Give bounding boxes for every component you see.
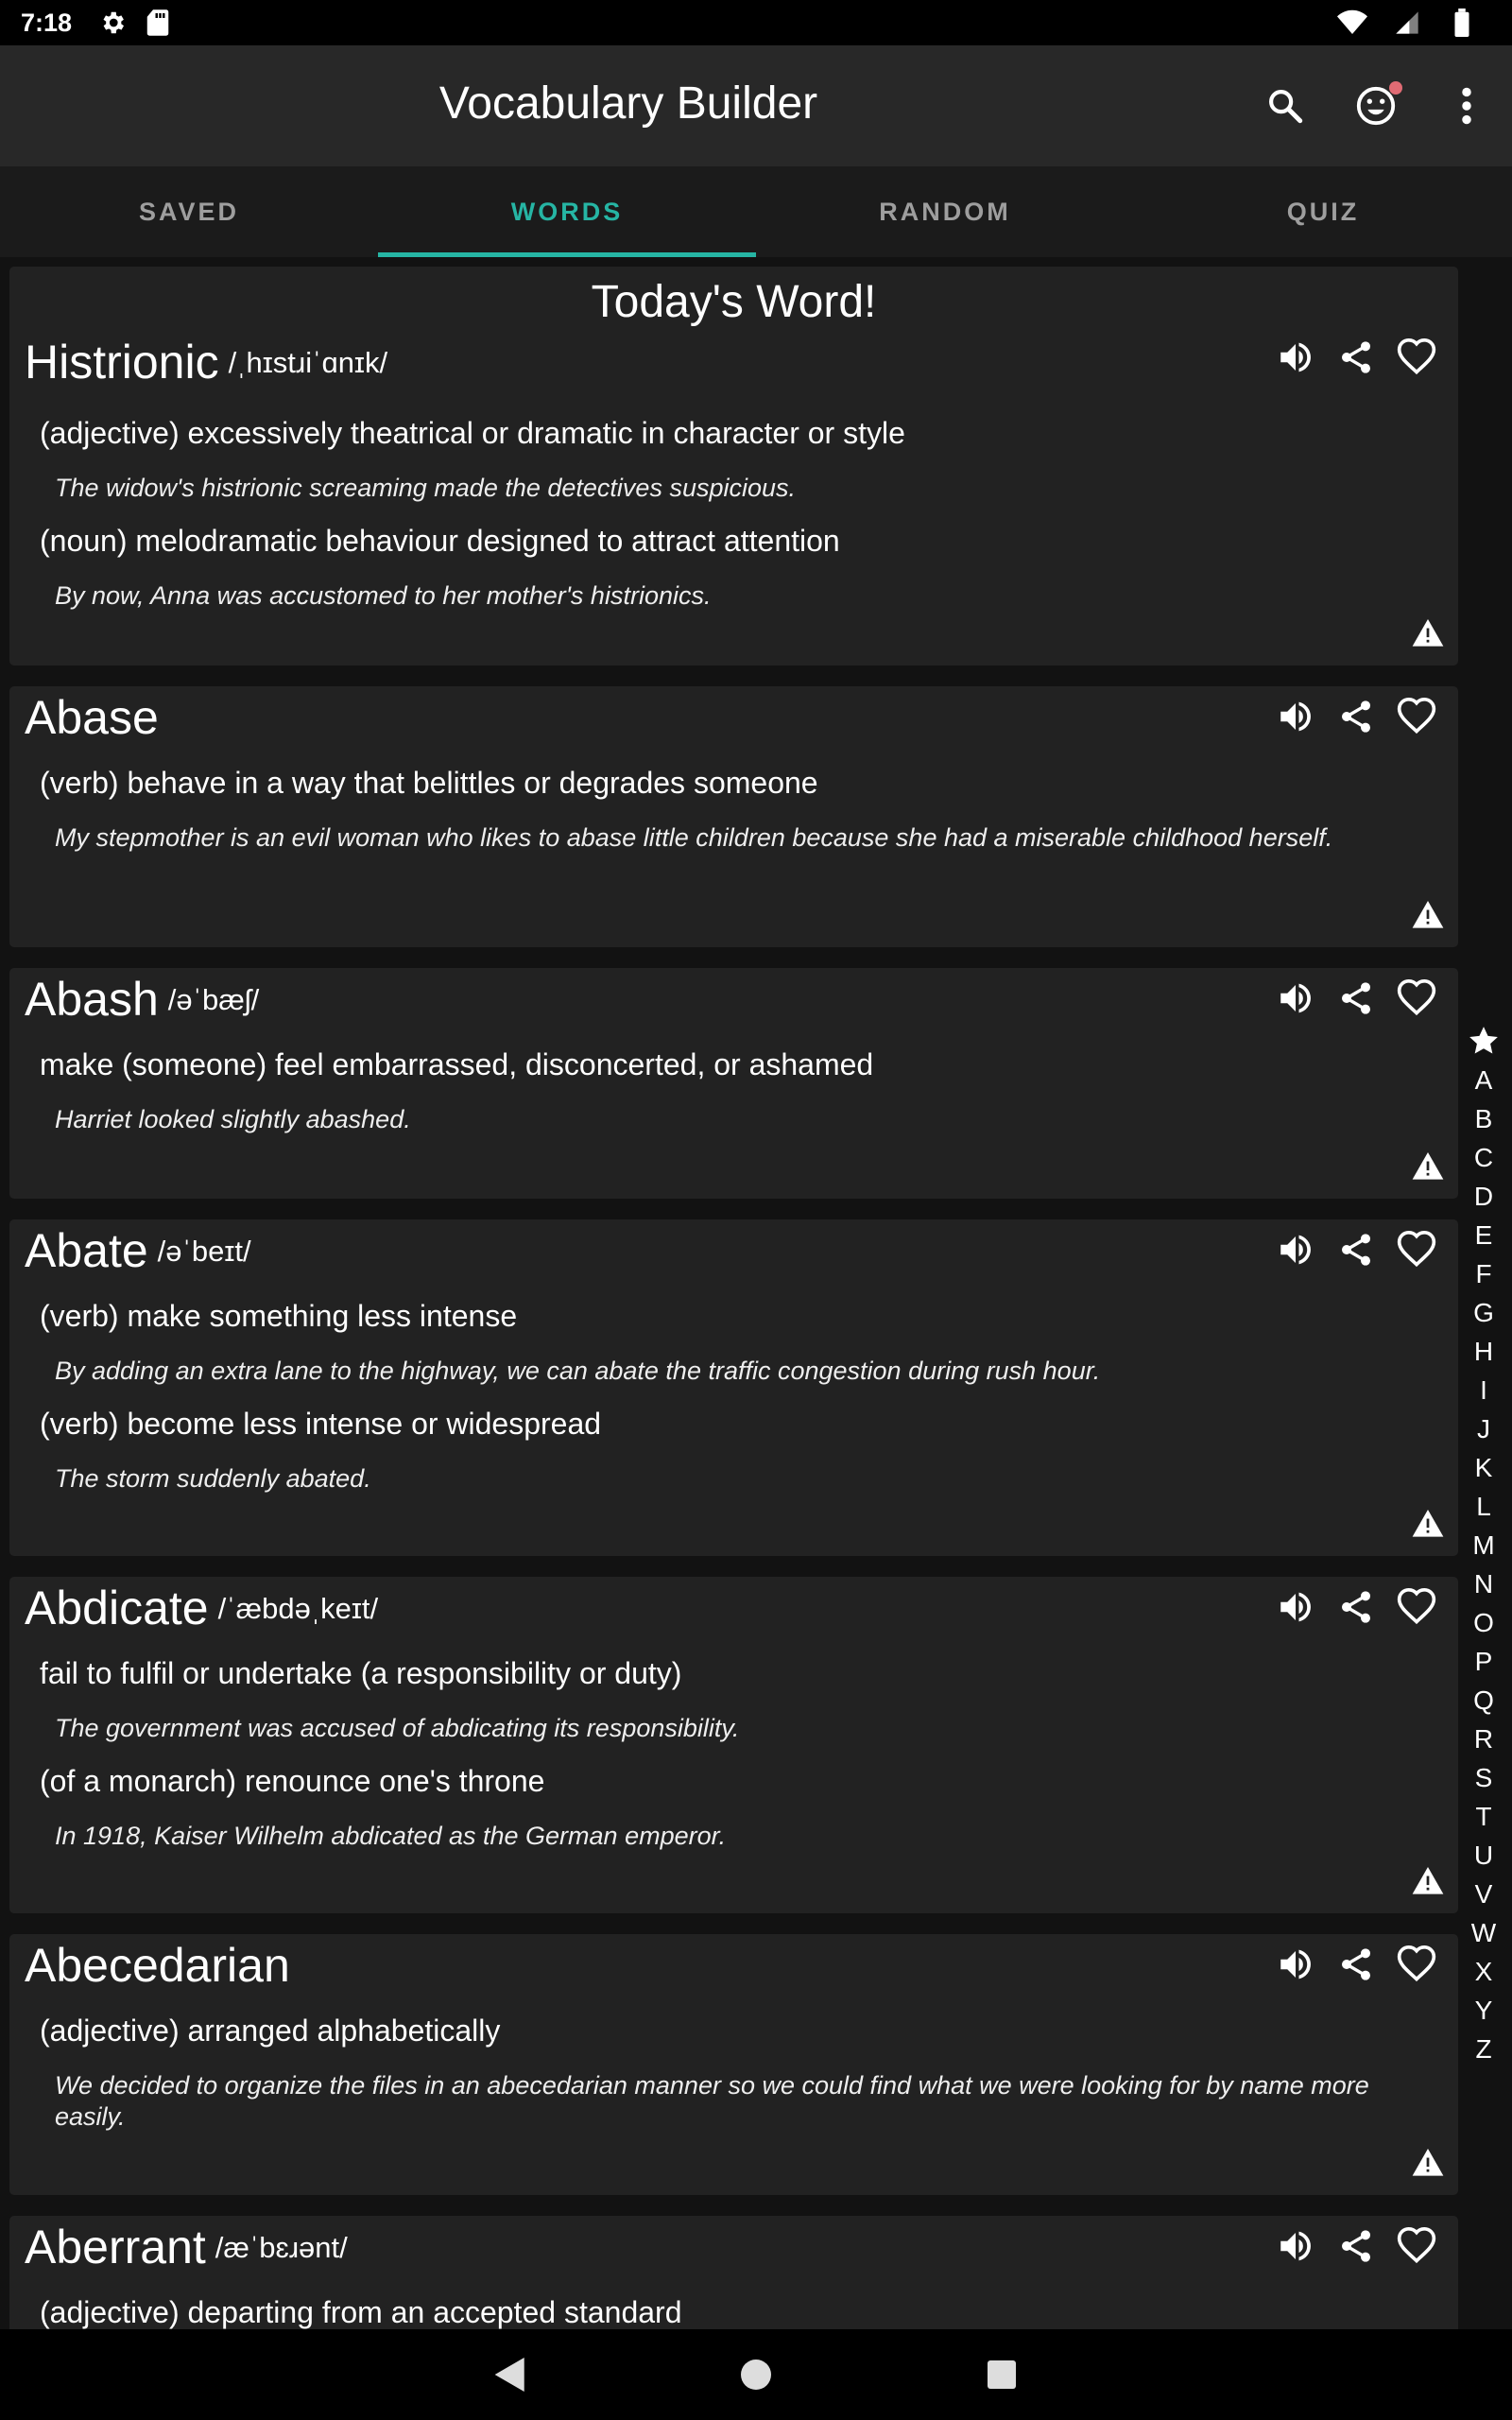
index-letter[interactable]: F — [1475, 1258, 1492, 1288]
word-title — [25, 335, 387, 389]
gear-icon — [96, 7, 129, 39]
index-letter[interactable]: G — [1473, 1297, 1494, 1327]
word-pronunciation: /əˈbæʃ/ — [167, 983, 260, 1016]
index-letter[interactable]: O — [1473, 1607, 1494, 1637]
warning-icon — [1412, 901, 1444, 929]
report-button[interactable] — [1409, 2144, 1447, 2182]
word-card — [9, 1219, 1458, 1556]
signal-icon — [1391, 7, 1423, 39]
example: We decided to organize the files in an abecedarian manner so we could find what we were looking for by name more easily. — [55, 2071, 1369, 2131]
warning-icon — [1412, 1152, 1444, 1181]
word-text: Abase — [25, 691, 159, 744]
index-letter[interactable]: K — [1474, 1452, 1493, 1482]
back-icon — [494, 2358, 526, 2392]
word-pronunciation: /ˈæbdəˌkeɪt/ — [217, 1592, 379, 1625]
recents-icon — [988, 2360, 1016, 2389]
app-title: Vocabulary Builder — [438, 78, 818, 129]
word-title — [25, 690, 168, 745]
heart-outline-icon — [1396, 2225, 1437, 2267]
index-letter[interactable]: Z — [1475, 2033, 1492, 2064]
word-text: Abecedarian — [25, 1939, 290, 1992]
favorite-button[interactable] — [1386, 2216, 1447, 2276]
share-button[interactable] — [1326, 1577, 1386, 1637]
share-button[interactable] — [1326, 2216, 1386, 2276]
heart-outline-icon — [1396, 1586, 1437, 1628]
app-bar — [0, 45, 1512, 166]
definition: (adjective) departing from an accepted standard — [40, 2295, 682, 2329]
index-letter[interactable]: X — [1474, 1956, 1493, 1986]
speaker-icon — [1276, 1945, 1315, 1984]
report-button[interactable] — [1409, 1148, 1447, 1185]
favorite-button[interactable] — [1386, 968, 1447, 1028]
word-text: Abate — [25, 1224, 148, 1277]
index-letter[interactable]: S — [1474, 1762, 1493, 1792]
home-icon — [741, 2360, 771, 2390]
definition: (verb) become less intense or widespread — [40, 1407, 602, 1441]
index-letter[interactable]: C — [1473, 1142, 1494, 1172]
share-button[interactable] — [1326, 1934, 1386, 1995]
word-card-todays — [9, 267, 1458, 666]
recents-button[interactable] — [973, 2346, 1030, 2403]
favorite-button[interactable] — [1386, 1934, 1447, 1995]
example: The widow's histrionic screaming made the detectives suspicious. — [55, 474, 797, 502]
share-icon — [1337, 1945, 1375, 1983]
word-pronunciation: /əˈbeɪt/ — [157, 1235, 251, 1268]
report-button[interactable] — [1409, 1862, 1447, 1900]
battery-icon — [1446, 7, 1478, 39]
speaker-icon — [1276, 1230, 1315, 1270]
index-letter[interactable]: H — [1473, 1336, 1494, 1366]
warning-icon — [1412, 1510, 1444, 1538]
index-letter[interactable]: P — [1474, 1646, 1493, 1676]
example: By now, Anna was accustomed to her mother's histrionics. — [55, 581, 712, 610]
word-title — [25, 1581, 378, 1635]
word-card — [9, 686, 1458, 947]
search-button[interactable] — [1240, 60, 1331, 151]
share-icon — [1337, 979, 1375, 1017]
more-vert-icon — [1461, 87, 1472, 125]
pronounce-button[interactable] — [1265, 327, 1326, 388]
pronounce-button[interactable] — [1265, 968, 1326, 1028]
speaker-icon — [1276, 697, 1315, 736]
word-title — [25, 972, 259, 1027]
word-card — [9, 1577, 1458, 1913]
definition: (noun) melodramatic behaviour designed to attract attention — [40, 524, 840, 558]
pronounce-button[interactable] — [1265, 1577, 1326, 1637]
share-icon — [1337, 698, 1375, 735]
index-letter[interactable]: U — [1473, 1840, 1494, 1870]
alphabet-index[interactable] — [1455, 1021, 1512, 2068]
tab-bar — [0, 166, 1512, 257]
definition: (verb) behave in a way that belittles or degrades someone — [40, 766, 818, 800]
pronounce-button[interactable] — [1265, 2216, 1326, 2276]
definition: fail to fulfil or undertake (a responsibility or duty) — [40, 1656, 682, 1690]
share-icon — [1337, 1588, 1375, 1626]
index-letter[interactable]: T — [1475, 1801, 1492, 1831]
share-button[interactable] — [1326, 327, 1386, 388]
index-letter[interactable]: L — [1476, 1491, 1491, 1521]
heart-outline-icon — [1396, 337, 1437, 378]
word-title — [25, 1223, 251, 1278]
example: The government was accused of abdicating its responsibility. — [55, 1714, 740, 1742]
speaker-icon — [1276, 978, 1315, 1018]
warning-icon — [1412, 2149, 1444, 2177]
word-list[interactable] — [0, 257, 1512, 2329]
speaker-icon — [1276, 337, 1315, 377]
definition: (of a monarch) renounce one's throne — [40, 1764, 545, 1798]
home-button[interactable] — [728, 2346, 784, 2403]
emoji-button[interactable] — [1331, 60, 1421, 151]
favorite-button[interactable] — [1386, 1577, 1447, 1637]
index-letter[interactable]: Y — [1474, 1995, 1493, 2025]
star-icon — [1468, 1025, 1500, 1057]
report-button[interactable] — [1409, 614, 1447, 652]
index-letter[interactable]: J — [1477, 1413, 1490, 1443]
example: Harriet looked slightly abashed. — [55, 1105, 411, 1133]
search-icon — [1265, 86, 1305, 126]
pronounce-button[interactable] — [1265, 686, 1326, 747]
todays-word-heading: Today's Word! — [591, 277, 877, 327]
favorite-button[interactable] — [1386, 1219, 1447, 1280]
example: By adding an extra lane to the highway, we can abate the traffic congestion during rush hour. — [55, 1357, 1101, 1385]
word-title — [25, 2220, 348, 2274]
index-letter[interactable]: V — [1474, 1878, 1493, 1909]
index-letter[interactable]: B — [1474, 1103, 1493, 1133]
word-card — [9, 968, 1458, 1199]
speaker-icon — [1276, 1587, 1315, 1627]
word-pronunciation: /ˌhɪstɹiˈɑnɪk/ — [228, 346, 388, 379]
pronounce-button[interactable] — [1265, 1934, 1326, 1995]
example: My stepmother is an evil woman who likes to abase little children because she had a miserable childhood herself. — [55, 823, 1333, 852]
share-button[interactable] — [1326, 1219, 1386, 1280]
example: The storm suddenly abated. — [55, 1464, 371, 1493]
favorite-button[interactable] — [1386, 327, 1447, 388]
tab-random[interactable]: RANDOM — [879, 197, 1011, 226]
index-letter[interactable]: N — [1473, 1568, 1494, 1599]
tab-saved[interactable]: SAVED — [138, 197, 240, 226]
share-icon — [1337, 1231, 1375, 1269]
pronounce-button[interactable] — [1265, 1219, 1326, 1280]
share-icon — [1337, 2227, 1375, 2265]
definition: (verb) make something less intense — [40, 1299, 518, 1333]
status-time: 7:18 — [21, 8, 73, 37]
index-letter[interactable]: I — [1480, 1374, 1487, 1405]
report-button[interactable] — [1409, 896, 1447, 934]
word-text: Histrionic — [25, 336, 219, 389]
status-bar — [0, 0, 1512, 45]
speaker-icon — [1276, 2226, 1315, 2266]
word-title — [25, 1938, 300, 1993]
index-letter[interactable]: R — [1473, 1723, 1494, 1754]
system-nav-bar — [0, 2329, 1512, 2420]
heart-outline-icon — [1396, 696, 1437, 737]
warning-icon — [1412, 619, 1444, 648]
index-letter[interactable]: E — [1474, 1219, 1493, 1250]
word-card — [9, 2216, 1458, 2329]
wifi-icon — [1336, 7, 1368, 39]
definition: (adjective) excessively theatrical or dramatic in character or style — [40, 416, 905, 450]
tab-words[interactable]: WORDS — [378, 166, 756, 257]
word-text: Abash — [25, 973, 159, 1026]
example: In 1918, Kaiser Wilhelm abdicated as the German emperor. — [55, 1822, 727, 1850]
favorites-jump[interactable] — [1468, 1021, 1500, 1061]
index-letter[interactable]: Q — [1473, 1685, 1494, 1715]
word-text: Abdicate — [25, 1582, 209, 1634]
word-pronunciation: /æˈbɛɹənt/ — [215, 2231, 348, 2264]
report-button[interactable] — [1409, 1505, 1447, 1543]
word-card — [9, 1934, 1458, 2195]
share-button[interactable] — [1326, 686, 1386, 747]
sd-card-icon — [142, 7, 174, 39]
definition: (adjective) arranged alphabetically — [40, 2014, 501, 2048]
favorite-button[interactable] — [1386, 686, 1447, 747]
share-button[interactable] — [1326, 968, 1386, 1028]
index-letter[interactable]: M — [1472, 1530, 1495, 1560]
heart-outline-icon — [1396, 1229, 1437, 1270]
share-icon — [1337, 338, 1375, 376]
definition: make (someone) feel embarrassed, disconcerted, or ashamed — [40, 1047, 874, 1081]
heart-outline-icon — [1396, 1944, 1437, 1985]
index-letter[interactable]: W — [1470, 1917, 1497, 1947]
heart-outline-icon — [1396, 977, 1437, 1019]
index-letter[interactable]: A — [1474, 1064, 1493, 1095]
word-text: Aberrant — [25, 2221, 206, 2273]
index-letter[interactable]: D — [1473, 1181, 1494, 1211]
notification-badge — [1389, 81, 1402, 95]
tab-quiz[interactable]: QUIZ — [1286, 197, 1360, 226]
warning-icon — [1412, 1867, 1444, 1895]
more-options-button[interactable] — [1421, 60, 1512, 151]
back-button[interactable] — [482, 2346, 539, 2403]
